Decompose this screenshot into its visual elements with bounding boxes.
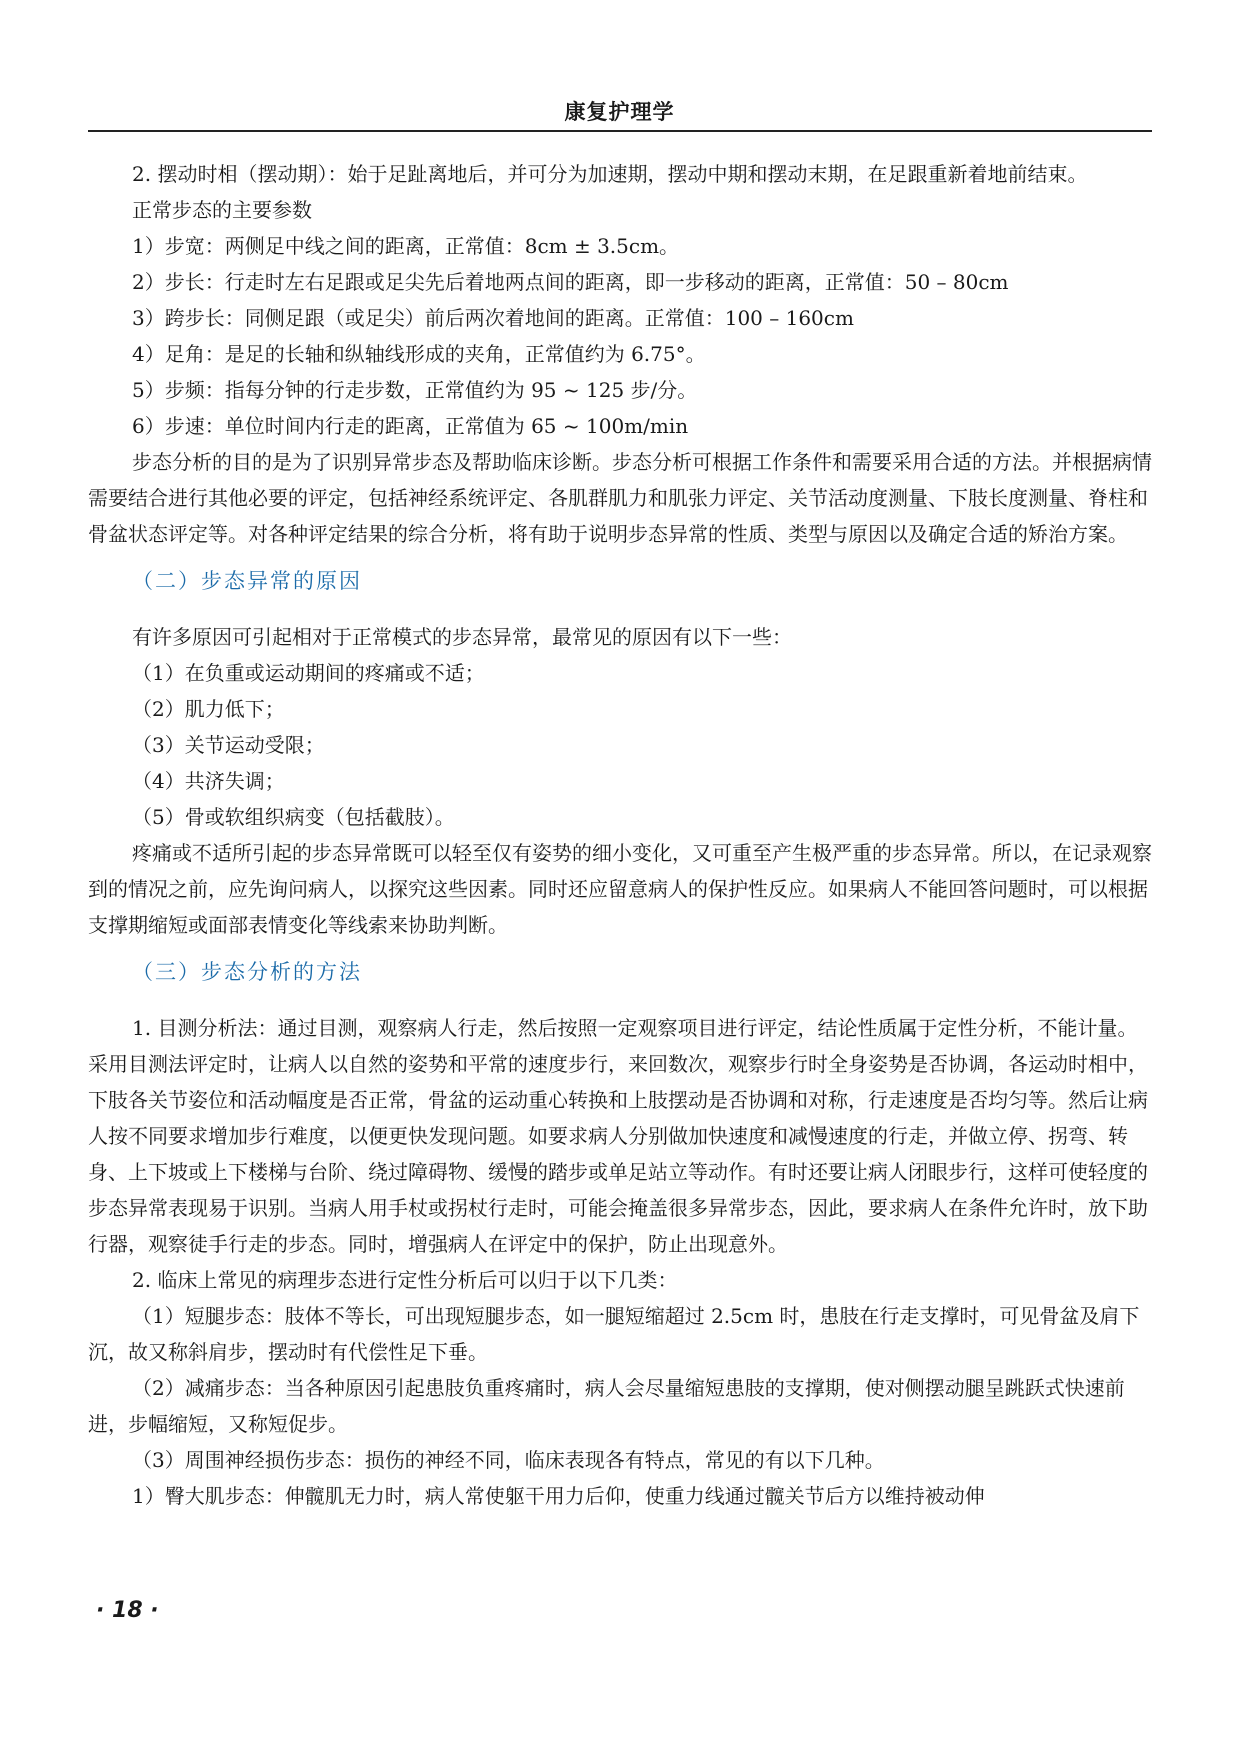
list-item-cause-lesion: （5）骨或软组织病变（包括截肢）。 — [132, 805, 455, 829]
paragraph-gait-purpose: 步态分析的目的是为了识别异常步态及帮助临床诊断。步态分析可根据工作条件和需要采用合适的方法。并根据病情需要结合进行其他必要的评定，包括神经系统评定、各肌群肌力和肌张力评定、关节活动度测量、下肢长度测量、脊柱和骨盆状态评定等。对各种评定结果的综合分析，将有助于说明步态异常的性质、类型与原因以及确定合适的矫治方案。 — [88, 450, 1152, 546]
list-item-step-width: 1）步宽：两侧足中线之间的距离，正常值：8cm ± 3.5cm。 — [132, 234, 680, 258]
paragraph-nerve-injury-gait: （3）周围神经损伤步态：损伤的神经不同，临床表现各有特点，常见的有以下几种。 — [132, 1448, 885, 1472]
list-item-step-length: 2）步长：行走时左右足跟或足尖先后着地两点间的距离，即一步移动的距离，正常值：50 – 80cm — [132, 270, 1009, 294]
paragraph-causes-intro: 有许多原因可引起相对于正常模式的步态异常，最常见的原因有以下一些： — [132, 625, 792, 649]
list-item-cause-weakness: （2）肌力低下； — [132, 697, 285, 721]
list-item-cause-pain: （1）在负重或运动期间的疼痛或不适； — [132, 661, 485, 685]
list-item-velocity: 6）步速：单位时间内行走的距离，正常值为 65 ~ 100m/min — [132, 414, 689, 438]
page-number: · 18 · — [96, 1598, 159, 1623]
paragraph-params-intro: 正常步态的主要参数 — [132, 198, 312, 222]
paragraph-pathological-gait: 2. 临床上常见的病理步态进行定性分析后可以归于以下几类： — [132, 1268, 678, 1292]
header-divider — [88, 130, 1152, 132]
running-head: 康复护理学 — [564, 100, 675, 124]
list-item-stride-length: 3）跨步长：同侧足跟（或足尖）前后两次着地间的距离。正常值：100 – 160cm — [132, 306, 854, 330]
list-item-foot-angle: 4）足角：是足的长轴和纵轴线形成的夹角，正常值约为 6.75°。 — [132, 342, 706, 366]
paragraph-pain-gait: 疼痛或不适所引起的步态异常既可以轻至仅有姿势的细小变化，又可重至产生极严重的步态异常。所以，在记录观察到的情况之前，应先询问病人，以探究这些因素。同时还应留意病人的保护性反应。如果病人不能回答问题时，可以根据支撑期缩短或面部表情变化等线索来协助判断。 — [88, 841, 1152, 937]
page-body — [88, 156, 1152, 1514]
paragraph-gluteus-gait: 1）臀大肌步态：伸髋肌无力时，病人常使躯干用力后仰，使重力线通过髋关节后方以维持被动伸 — [132, 1484, 985, 1508]
list-item-cause-joint: （3）关节运动受限； — [132, 733, 325, 757]
paragraph-visual-analysis: 1. 目测分析法：通过目测，观察病人行走，然后按照一定观察项目进行评定，结论性质属于定性分析，不能计量。采用目测法评定时，让病人以自然的姿势和平常的速度步行，来回数次，观察步行时全身姿势是否协调，各运动时相中，下肢各关节姿位和活动幅度是否正常，骨盆的运动重心转换和上肢摆动是否协调和对称，行走速度是否均匀等。然后让病人按不同要求增加步行难度，以便更快发现问题。如要求病人分别做加快速度和减慢速度的行走，并做立停、拐弯、转身、上下坡或上下楼梯与台阶、绕过障碍物、缓慢的踏步或单足站立等动作。有时还要让病人闭眼步行，这样可使轻度的步态异常表现易于识别。当病人用手杖或拐杖行走时，可能会掩盖很多异常步态，因此，要求病人在条件允许时，放下助行器，观察徒手行走的步态。同时，增强病人在评定中的保护，防止出现意外。 — [88, 1016, 1148, 1256]
list-item-cause-ataxia: （4）共济失调； — [132, 769, 285, 793]
paragraph-antalgic-gait: （2）减痛步态：当各种原因引起患肢负重疼痛时，病人会尽量缩短患肢的支撑期，使对侧摆动腿呈跳跃式快速前进，步幅缩短，又称短促步。 — [88, 1376, 1125, 1436]
section-heading-methods: （三）步态分析的方法 — [132, 960, 362, 984]
paragraph-swing-phase: 2. 摆动时相（摆动期）：始于足趾离地后，并可分为加速期，摆动中期和摆动末期，在足跟重新着地前结束。 — [132, 162, 1088, 186]
list-item-cadence: 5）步频：指每分钟的行走步数，正常值约为 95 ~ 125 步/分。 — [132, 378, 698, 402]
paragraph-short-leg-gait: （1）短腿步态：肢体不等长，可出现短腿步态，如一腿短缩超过 2.5cm 时，患肢在行走支撑时，可见骨盆及肩下沉，故又称斜肩步，摆动时有代偿性足下垂。 — [88, 1304, 1140, 1364]
section-heading-causes: （二）步态异常的原因 — [132, 569, 362, 593]
